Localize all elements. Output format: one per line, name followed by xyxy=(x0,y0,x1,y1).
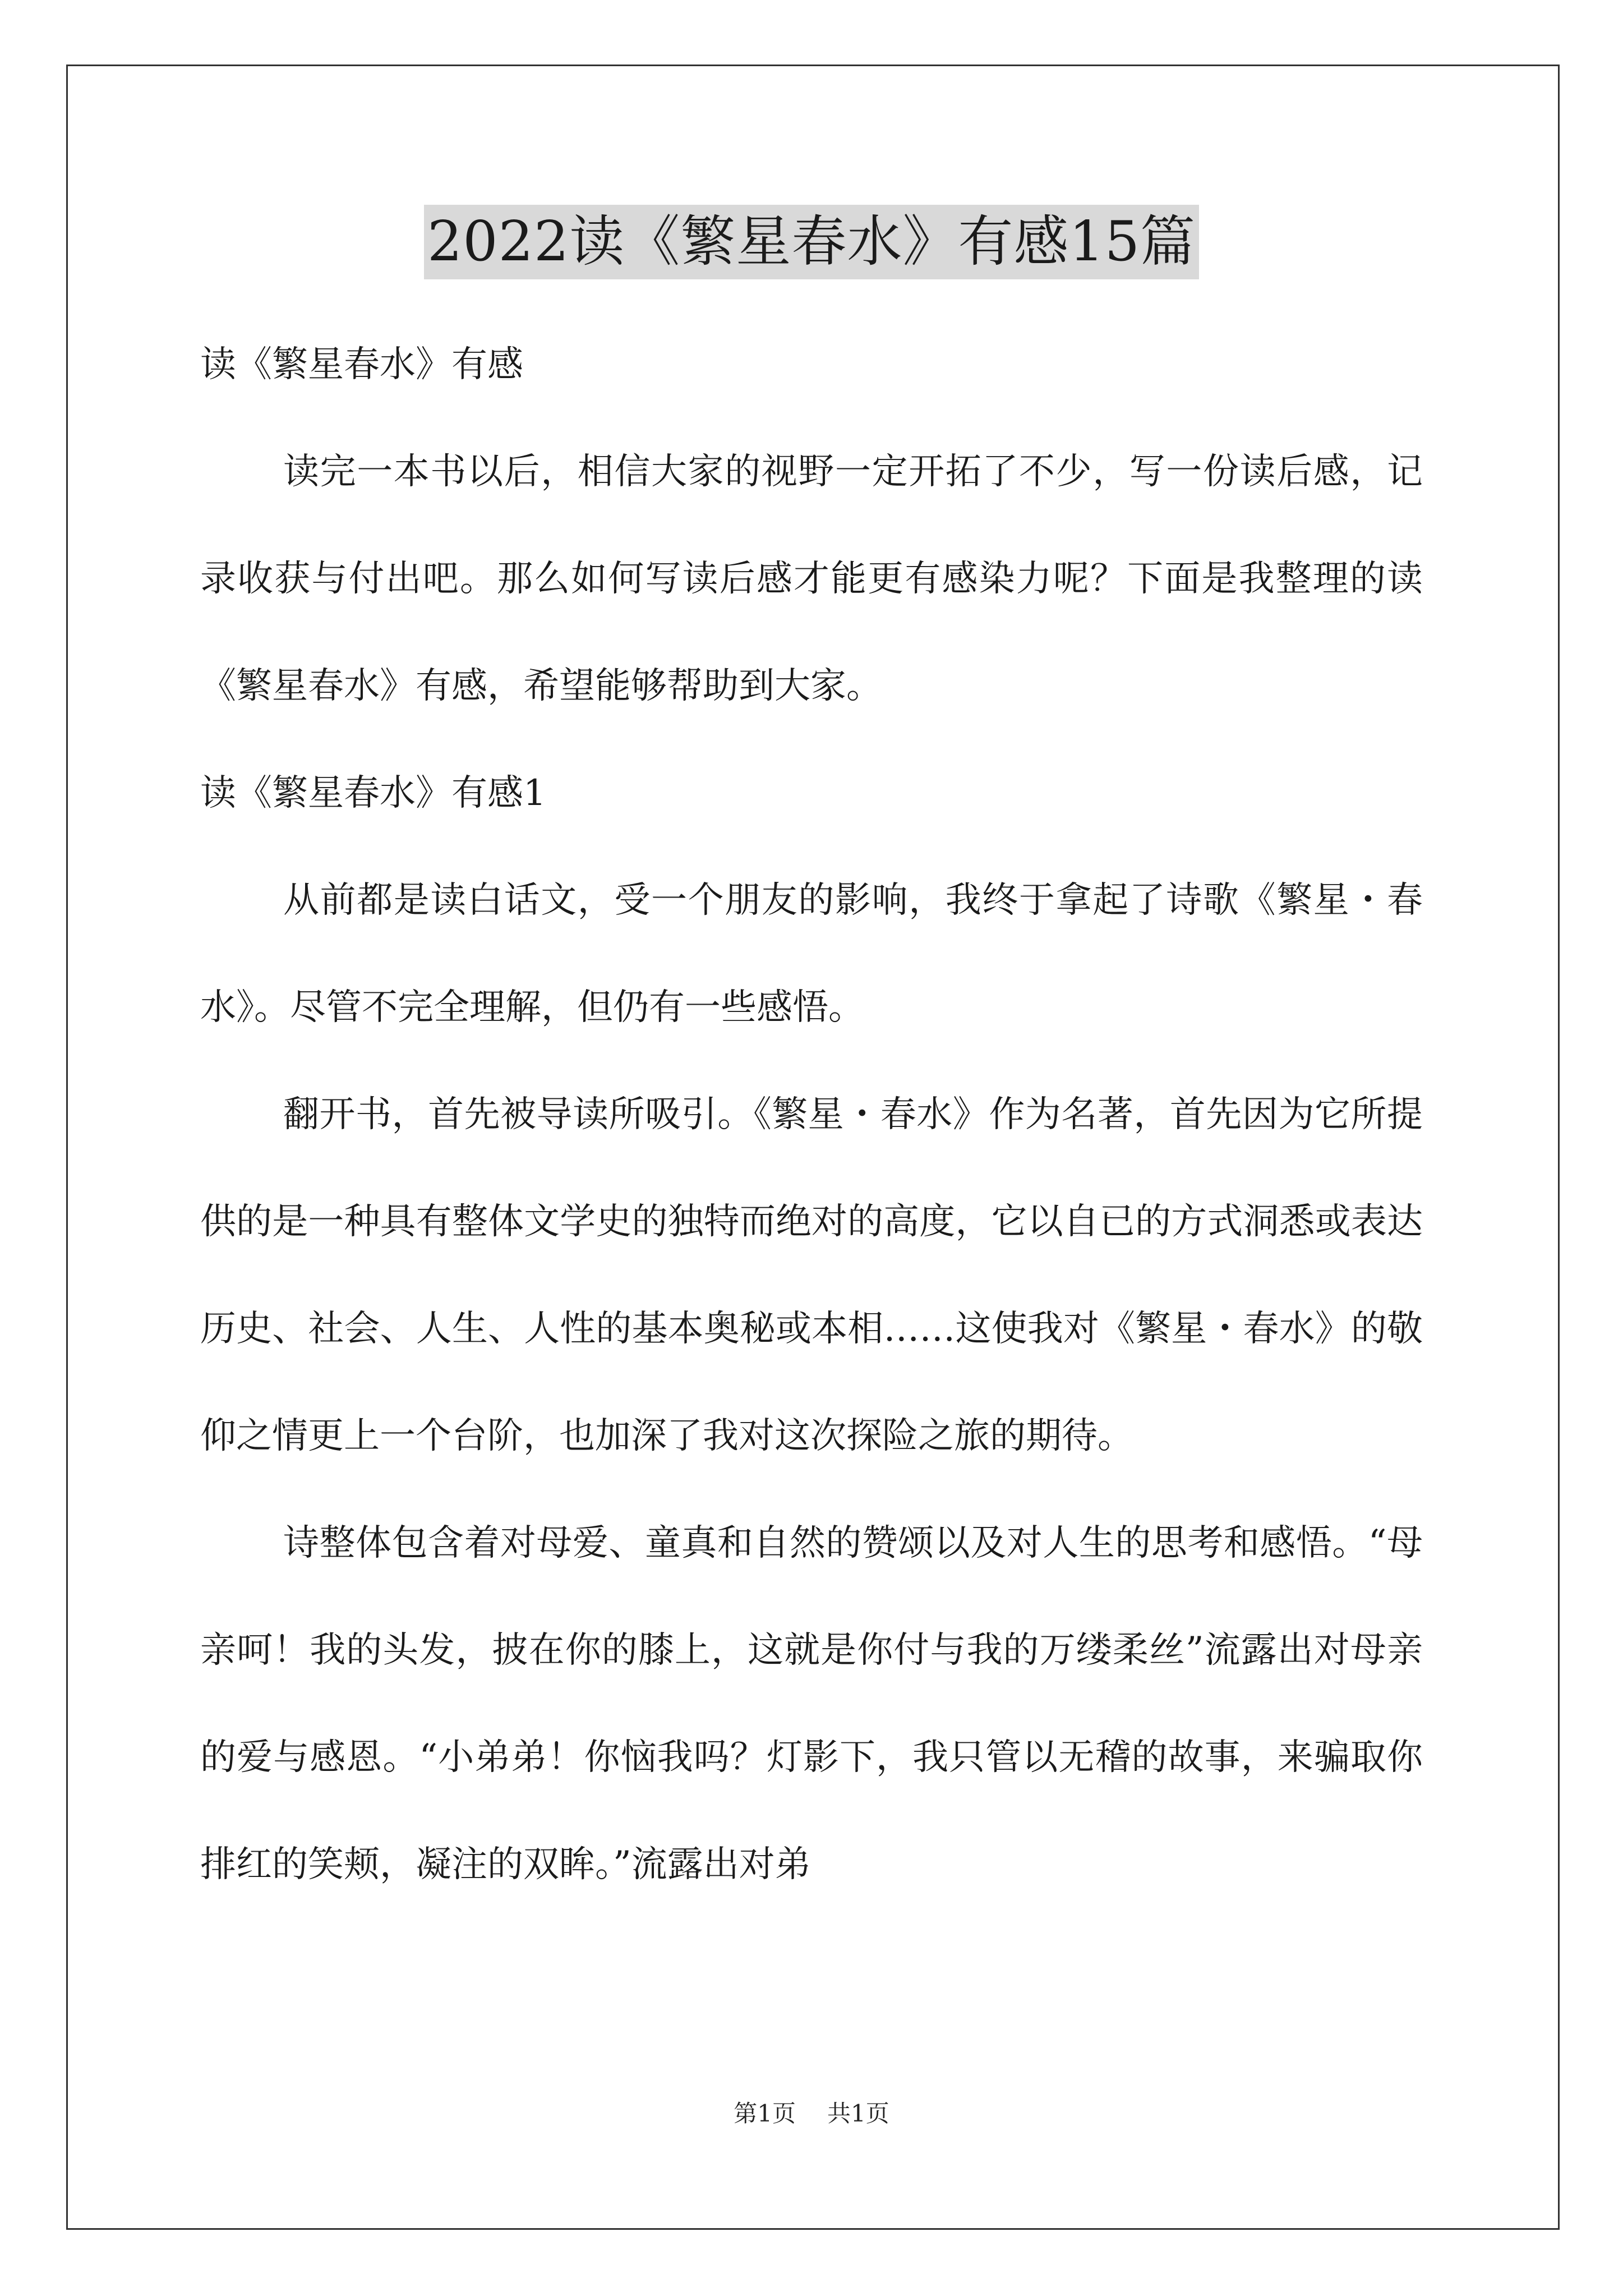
paragraph: 诗整体包含着对母爱、童真和自然的赞颂以及对人生的思考和感悟。“母亲呵！我的头发，披在你的膝上，这就是你付与我的万缕柔丝”流露出对母亲的爱与感恩。“小弟弟！你恼我吗？灯影下，我只管以无稽的故事，来骗取你排红的笑颊，凝注的双眸。”流露出对弟 xyxy=(200,1522,1423,1885)
page-total: 共1页 xyxy=(827,2100,889,2127)
section-heading: 读《繁星春水》有感 xyxy=(200,344,523,385)
page-number: 第1页 xyxy=(734,2100,796,2127)
section-heading: 读《繁星春水》有感1 xyxy=(200,772,546,814)
document-title: 2022读《繁星春水》有感15篇 xyxy=(424,205,1199,279)
document-body xyxy=(200,311,1423,1918)
paragraph: 从前都是读白话文，受一个朋友的影响，我终于拿起了诗歌《繁星・春水》。尽管不完全理解，但仍有一些感悟。 xyxy=(200,880,1423,1028)
title-container xyxy=(0,205,1623,279)
paragraph: 翻开书，首先被导读所吸引。《繁星・春水》作为名著，首先因为它所提供的是一种具有整体文学史的独特而绝对的高度，它以自已的方式洞悉或表达历史、社会、人生、人性的基本奥秘或本相……这使我对《繁星・春水》的敬仰之情更上一个台阶，也加深了我对这次探险之旅的期待。 xyxy=(200,1094,1423,1457)
page-footer xyxy=(0,2097,1623,2131)
paragraph: 读完一本书以后，相信大家的视野一定开拓了不少，写一份读后感，记录收获与付出吧。那么如何写读后感才能更有感染力呢？下面是我整理的读《繁星春水》有感，希望能够帮助到大家。 xyxy=(200,451,1423,707)
